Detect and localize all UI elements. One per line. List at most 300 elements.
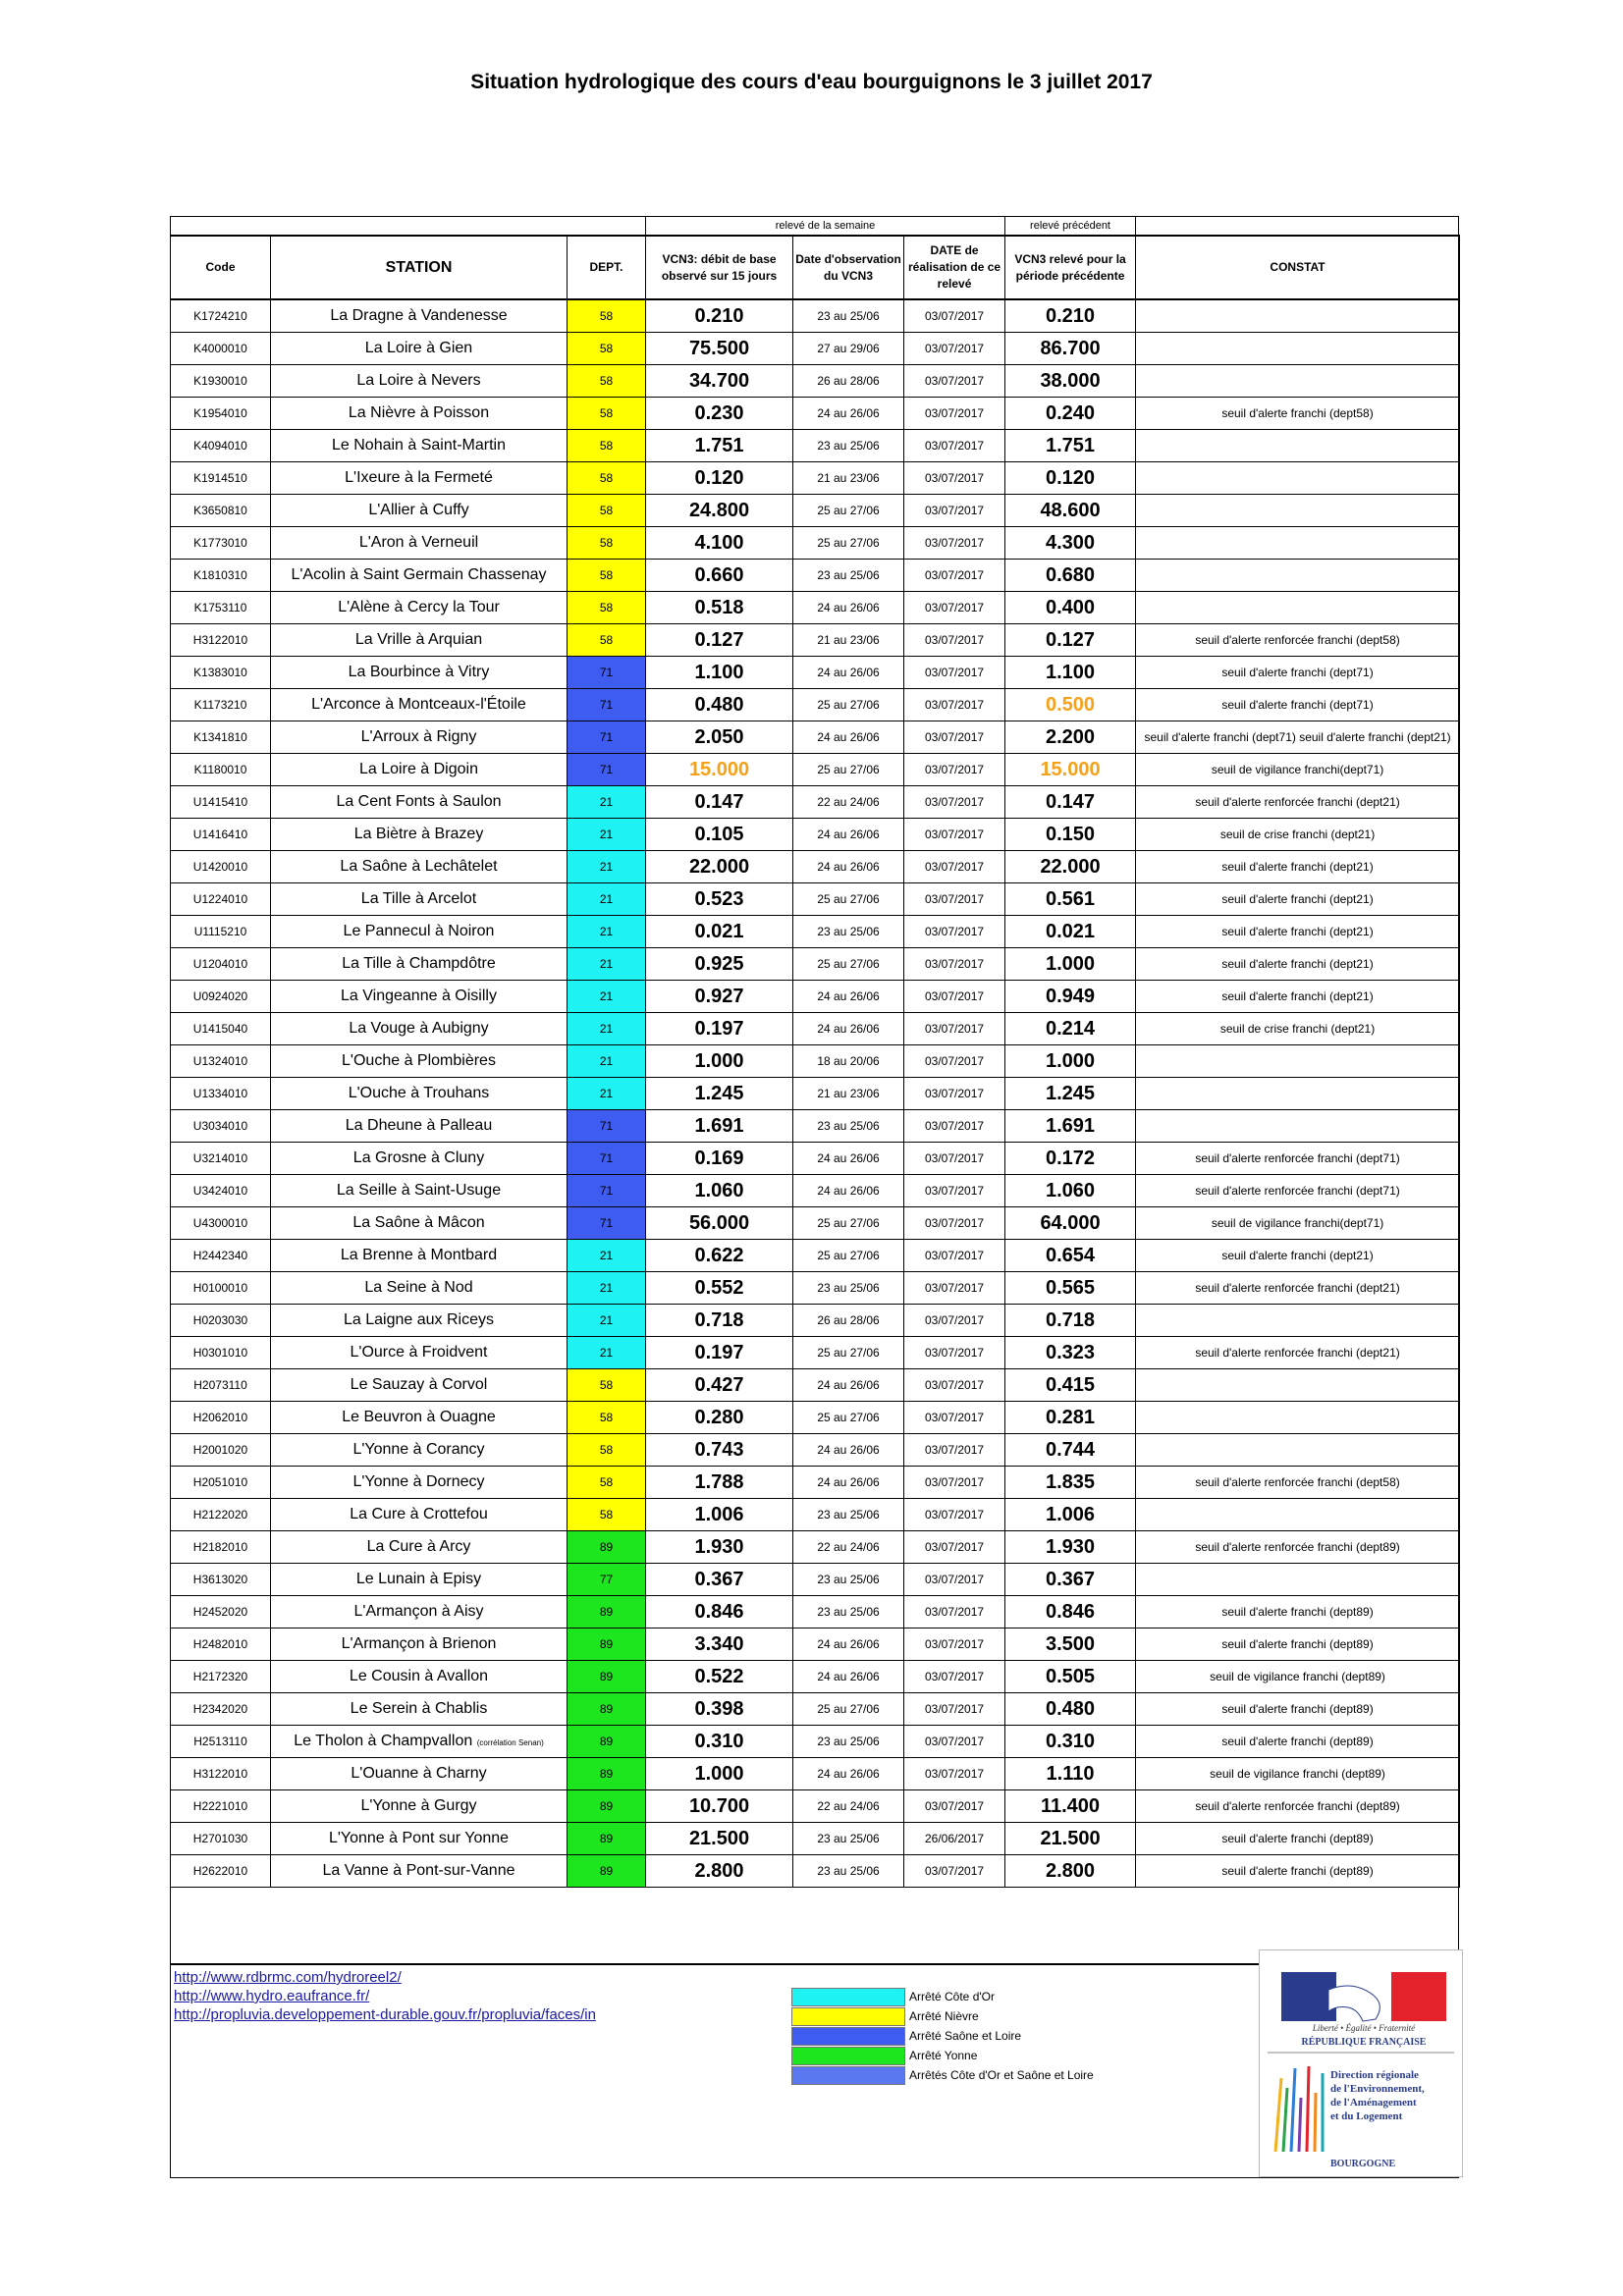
link-hydro-eaufrance[interactable]: http://www.hydro.eaufrance.fr/ — [174, 1988, 370, 2004]
vcn3-value: 15.000 — [646, 754, 793, 786]
station-code: K4094010 — [171, 430, 271, 462]
station-name: Le Sauzay à Corvol — [271, 1369, 568, 1402]
vcn3-value: 0.398 — [646, 1693, 793, 1726]
dept-cell: 71 — [568, 689, 646, 721]
svg-text:et du Logement: et du Logement — [1330, 2110, 1403, 2122]
table-row — [171, 1564, 1460, 1596]
report-date: 03/07/2017 — [904, 527, 1005, 560]
link-propluvia[interactable]: http://propluvia.developpement-durable.gouv.fr/propluvia/faces/in — [174, 2006, 596, 2023]
obs-date: 27 au 29/06 — [793, 333, 904, 365]
station-name: La Tille à Champdôtre — [271, 948, 568, 981]
dept-cell: 89 — [568, 1855, 646, 1888]
station-code: U1204010 — [171, 948, 271, 981]
group-prev-header: relevé précédent — [1005, 217, 1136, 237]
constat-text — [1136, 1078, 1460, 1110]
dept-cell: 21 — [568, 1337, 646, 1369]
vcn3-prev-value: 1.245 — [1005, 1078, 1136, 1110]
report-date: 03/07/2017 — [904, 657, 1005, 689]
vcn3-value: 0.230 — [646, 398, 793, 430]
station-code: U1420010 — [171, 851, 271, 883]
dept-cell: 58 — [568, 495, 646, 527]
table-row — [171, 1013, 1460, 1045]
constat-text — [1136, 299, 1460, 333]
constat-text: seuil d'alerte franchi (dept71) — [1136, 689, 1460, 721]
vcn3-value: 2.800 — [646, 1855, 793, 1888]
vcn3-prev-value: 0.367 — [1005, 1564, 1136, 1596]
station-name: La Tille à Arcelot — [271, 883, 568, 916]
vcn3-value: 0.518 — [646, 592, 793, 624]
vcn3-value: 1.060 — [646, 1175, 793, 1207]
report-date: 03/07/2017 — [904, 592, 1005, 624]
obs-date: 24 au 26/06 — [793, 1629, 904, 1661]
dept-cell: 21 — [568, 948, 646, 981]
table-header-row — [171, 236, 1460, 299]
obs-date: 21 au 23/06 — [793, 462, 904, 495]
obs-date: 24 au 26/06 — [793, 981, 904, 1013]
dept-cell: 21 — [568, 1305, 646, 1337]
station-code: H2482010 — [171, 1629, 271, 1661]
dept-cell: 58 — [568, 527, 646, 560]
station-name: La Seine à Nod — [271, 1272, 568, 1305]
vcn3-value: 0.127 — [646, 624, 793, 657]
report-date: 03/07/2017 — [904, 1207, 1005, 1240]
table-row — [171, 883, 1460, 916]
dept-cell: 89 — [568, 1726, 646, 1758]
station-code: K3650810 — [171, 495, 271, 527]
vcn3-value: 0.927 — [646, 981, 793, 1013]
constat-text: seuil d'alerte franchi (dept71) seuil d'alerte franchi (dept21) — [1136, 721, 1460, 754]
col-date-real: DATE de réalisation de ce relevé — [904, 236, 1005, 299]
dept-cell: 89 — [568, 1531, 646, 1564]
report-date: 03/07/2017 — [904, 883, 1005, 916]
dept-cell: 58 — [568, 430, 646, 462]
report-date: 03/07/2017 — [904, 981, 1005, 1013]
vcn3-value: 0.147 — [646, 786, 793, 819]
dept-cell: 89 — [568, 1693, 646, 1726]
dept-cell: 71 — [568, 1175, 646, 1207]
station-code: U1415410 — [171, 786, 271, 819]
report-date: 03/07/2017 — [904, 398, 1005, 430]
table-row — [171, 786, 1460, 819]
vcn3-value: 1.245 — [646, 1078, 793, 1110]
station-code: U4300010 — [171, 1207, 271, 1240]
station-code: K1383010 — [171, 657, 271, 689]
station-code: U1324010 — [171, 1045, 271, 1078]
dept-cell: 71 — [568, 754, 646, 786]
report-date: 03/07/2017 — [904, 1596, 1005, 1629]
vcn3-prev-value: 0.949 — [1005, 981, 1136, 1013]
svg-text:Direction régionale: Direction régionale — [1330, 2069, 1419, 2081]
dept-cell: 21 — [568, 1240, 646, 1272]
constat-text: seuil d'alerte renforcée franchi (dept21) — [1136, 786, 1460, 819]
station-name: L'Ouche à Trouhans — [271, 1078, 568, 1110]
station-code: H2452020 — [171, 1596, 271, 1629]
vcn3-value: 1.751 — [646, 430, 793, 462]
table-row — [171, 1693, 1460, 1726]
vcn3-value: 56.000 — [646, 1207, 793, 1240]
vcn3-value: 0.310 — [646, 1726, 793, 1758]
table-row — [171, 1629, 1460, 1661]
report-date: 03/07/2017 — [904, 1045, 1005, 1078]
table-row — [171, 916, 1460, 948]
station-name-text: Le Tholon à Champvallon — [294, 1733, 473, 1749]
report-date: 03/07/2017 — [904, 689, 1005, 721]
station-name: L'Yonne à Gurgy — [271, 1790, 568, 1823]
station-name: La Loire à Nevers — [271, 365, 568, 398]
obs-date: 24 au 26/06 — [793, 657, 904, 689]
dept-cell: 89 — [568, 1790, 646, 1823]
obs-date: 21 au 23/06 — [793, 1078, 904, 1110]
station-name: La Cent Fonts à Saulon — [271, 786, 568, 819]
vcn3-value: 0.522 — [646, 1661, 793, 1693]
station-name: La Cure à Crottefou — [271, 1499, 568, 1531]
obs-date: 23 au 25/06 — [793, 1499, 904, 1531]
report-date: 03/07/2017 — [904, 1661, 1005, 1693]
table-row — [171, 754, 1460, 786]
constat-text — [1136, 1434, 1460, 1467]
constat-text: seuil d'alerte franchi (dept71) — [1136, 657, 1460, 689]
dept-cell: 21 — [568, 981, 646, 1013]
vcn3-prev-value: 1.000 — [1005, 948, 1136, 981]
vcn3-prev-value: 0.210 — [1005, 299, 1136, 333]
station-code: K4000010 — [171, 333, 271, 365]
obs-date: 23 au 25/06 — [793, 1726, 904, 1758]
constat-text — [1136, 333, 1460, 365]
station-name: L'Armançon à Brienon — [271, 1629, 568, 1661]
table-row — [171, 981, 1460, 1013]
vcn3-value: 4.100 — [646, 527, 793, 560]
station-name: La Vouge à Aubigny — [271, 1013, 568, 1045]
vcn3-value: 0.367 — [646, 1564, 793, 1596]
station-code: H2701030 — [171, 1823, 271, 1855]
vcn3-value: 21.500 — [646, 1823, 793, 1855]
obs-date: 25 au 27/06 — [793, 1207, 904, 1240]
svg-text:RÉPUBLIQUE FRANÇAISE: RÉPUBLIQUE FRANÇAISE — [1301, 2037, 1427, 2048]
legend-item — [791, 1987, 1094, 2006]
station-name: Le Cousin à Avallon — [271, 1661, 568, 1693]
table-row — [171, 1726, 1460, 1758]
report-date: 03/07/2017 — [904, 1467, 1005, 1499]
vcn3-prev-value: 11.400 — [1005, 1790, 1136, 1823]
dept-cell: 71 — [568, 721, 646, 754]
constat-text: seuil d'alerte franchi (dept89) — [1136, 1693, 1460, 1726]
vcn3-prev-value: 21.500 — [1005, 1823, 1136, 1855]
obs-date: 25 au 27/06 — [793, 754, 904, 786]
constat-text: seuil d'alerte franchi (dept89) — [1136, 1823, 1460, 1855]
legend-item — [791, 2006, 1094, 2026]
obs-date: 24 au 26/06 — [793, 1661, 904, 1693]
station-name: La Nièvre à Poisson — [271, 398, 568, 430]
station-code: H2001020 — [171, 1434, 271, 1467]
constat-text: seuil de crise franchi (dept21) — [1136, 1013, 1460, 1045]
station-code: K1810310 — [171, 560, 271, 592]
table-row — [171, 1337, 1460, 1369]
report-date: 03/07/2017 — [904, 462, 1005, 495]
vcn3-prev-value: 2.200 — [1005, 721, 1136, 754]
vcn3-prev-value: 1.835 — [1005, 1467, 1136, 1499]
legend-label: Arrêtés Côte d'Or et Saône et Loire — [909, 2068, 1094, 2082]
table-row — [171, 1305, 1460, 1337]
vcn3-value: 1.930 — [646, 1531, 793, 1564]
station-name: L'Aron à Verneuil — [271, 527, 568, 560]
station-name: La Seille à Saint-Usuge — [271, 1175, 568, 1207]
svg-text:Liberté • Égalité • Fraternité: Liberté • Égalité • Fraternité — [1312, 2023, 1416, 2033]
report-date: 03/07/2017 — [904, 1499, 1005, 1531]
report-date: 03/07/2017 — [904, 754, 1005, 786]
constat-text: seuil de vigilance franchi(dept71) — [1136, 1207, 1460, 1240]
report-date: 03/07/2017 — [904, 430, 1005, 462]
constat-text: seuil d'alerte renforcée franchi (dept21) — [1136, 1337, 1460, 1369]
table-row — [171, 1467, 1460, 1499]
vcn3-prev-value: 64.000 — [1005, 1207, 1136, 1240]
report-date: 03/07/2017 — [904, 1564, 1005, 1596]
station-name: Le Lunain à Episy — [271, 1564, 568, 1596]
report-date: 03/07/2017 — [904, 624, 1005, 657]
table-row — [171, 1272, 1460, 1305]
station-name: La Loire à Gien — [271, 333, 568, 365]
constat-text: seuil de vigilance franchi(dept71) — [1136, 754, 1460, 786]
vcn3-value: 0.552 — [646, 1272, 793, 1305]
links-list — [174, 1968, 596, 2024]
constat-text — [1136, 495, 1460, 527]
obs-date: 24 au 26/06 — [793, 1758, 904, 1790]
constat-text: seuil de vigilance franchi (dept89) — [1136, 1758, 1460, 1790]
dept-cell: 58 — [568, 1402, 646, 1434]
vcn3-prev-value: 0.561 — [1005, 883, 1136, 916]
table-row — [171, 657, 1460, 689]
dept-cell: 21 — [568, 786, 646, 819]
vcn3-value: 1.000 — [646, 1045, 793, 1078]
dept-cell: 58 — [568, 462, 646, 495]
station-code: H3122010 — [171, 624, 271, 657]
constat-text — [1136, 592, 1460, 624]
link-rdbrmc[interactable]: http://www.rdbrmc.com/hydroreel2/ — [174, 1969, 402, 1986]
vcn3-prev-value: 15.000 — [1005, 754, 1136, 786]
table-row — [171, 560, 1460, 592]
table-row — [171, 1402, 1460, 1434]
constat-text — [1136, 1305, 1460, 1337]
dept-cell: 58 — [568, 398, 646, 430]
constat-text: seuil d'alerte renforcée franchi (dept58) — [1136, 624, 1460, 657]
station-name: L'Alène à Cercy la Tour — [271, 592, 568, 624]
vcn3-value: 0.925 — [646, 948, 793, 981]
station-code: H2062010 — [171, 1402, 271, 1434]
dept-cell: 89 — [568, 1661, 646, 1693]
svg-text:de l'Aménagement: de l'Aménagement — [1330, 2097, 1417, 2109]
obs-date: 25 au 27/06 — [793, 495, 904, 527]
station-code: K1773010 — [171, 527, 271, 560]
obs-date: 23 au 25/06 — [793, 1272, 904, 1305]
dept-cell: 21 — [568, 1078, 646, 1110]
station-name: La Vrille à Arquian — [271, 624, 568, 657]
station-code: H3122010 — [171, 1758, 271, 1790]
report-date: 03/07/2017 — [904, 560, 1005, 592]
legend-item — [791, 2065, 1094, 2085]
table-row — [171, 527, 1460, 560]
constat-text: seuil d'alerte renforcée franchi (dept58) — [1136, 1467, 1460, 1499]
vcn3-value: 34.700 — [646, 365, 793, 398]
station-code: U1334010 — [171, 1078, 271, 1110]
station-code: H0301010 — [171, 1337, 271, 1369]
constat-text — [1136, 1499, 1460, 1531]
table-row — [171, 1434, 1460, 1467]
vcn3-prev-value: 0.310 — [1005, 1726, 1136, 1758]
constat-text — [1136, 430, 1460, 462]
vcn3-value: 0.197 — [646, 1337, 793, 1369]
obs-date: 18 au 20/06 — [793, 1045, 904, 1078]
vcn3-prev-value: 0.846 — [1005, 1596, 1136, 1629]
station-code: H2442340 — [171, 1240, 271, 1272]
dept-cell: 58 — [568, 333, 646, 365]
station-code: K1724210 — [171, 299, 271, 333]
station-code: H2342020 — [171, 1693, 271, 1726]
obs-date: 25 au 27/06 — [793, 527, 904, 560]
legend-item — [791, 2026, 1094, 2046]
station-name: La Dheune à Palleau — [271, 1110, 568, 1143]
obs-date: 25 au 27/06 — [793, 883, 904, 916]
station-name: La Saône à Lechâtelet — [271, 851, 568, 883]
constat-text — [1136, 1564, 1460, 1596]
obs-date: 24 au 26/06 — [793, 1013, 904, 1045]
constat-text: seuil de vigilance franchi (dept89) — [1136, 1661, 1460, 1693]
report-date: 03/07/2017 — [904, 1013, 1005, 1045]
vcn3-prev-value: 4.300 — [1005, 527, 1136, 560]
constat-text: seuil d'alerte renforcée franchi (dept89) — [1136, 1790, 1460, 1823]
table-row — [171, 1499, 1460, 1531]
station-name: L'Allier à Cuffy — [271, 495, 568, 527]
report-date: 03/07/2017 — [904, 299, 1005, 333]
station-name: L'Armançon à Aisy — [271, 1596, 568, 1629]
table-row — [171, 333, 1460, 365]
constat-text: seuil d'alerte franchi (dept89) — [1136, 1726, 1460, 1758]
vcn3-prev-value: 0.565 — [1005, 1272, 1136, 1305]
dept-cell: 58 — [568, 1467, 646, 1499]
vcn3-value: 0.021 — [646, 916, 793, 948]
report-date: 03/07/2017 — [904, 1434, 1005, 1467]
dept-cell: 58 — [568, 624, 646, 657]
report-date: 03/07/2017 — [904, 1143, 1005, 1175]
vcn3-prev-value: 1.751 — [1005, 430, 1136, 462]
report-date: 03/07/2017 — [904, 1758, 1005, 1790]
station-code: K1180010 — [171, 754, 271, 786]
obs-date: 24 au 26/06 — [793, 1175, 904, 1207]
report-date: 03/07/2017 — [904, 495, 1005, 527]
station-name: La Brenne à Montbard — [271, 1240, 568, 1272]
obs-date: 23 au 25/06 — [793, 1110, 904, 1143]
station-name: La Cure à Arcy — [271, 1531, 568, 1564]
table-row — [171, 819, 1460, 851]
obs-date: 24 au 26/06 — [793, 592, 904, 624]
report-date: 03/07/2017 — [904, 1369, 1005, 1402]
vcn3-prev-value: 1.000 — [1005, 1045, 1136, 1078]
dept-cell: 58 — [568, 299, 646, 333]
obs-date: 23 au 25/06 — [793, 1855, 904, 1888]
report-date: 03/07/2017 — [904, 1337, 1005, 1369]
report-date: 03/07/2017 — [904, 1175, 1005, 1207]
legend-swatch — [791, 2047, 905, 2065]
station-code: H2122020 — [171, 1499, 271, 1531]
station-name: La Saône à Mâcon — [271, 1207, 568, 1240]
station-name: L'Ixeure à la Fermeté — [271, 462, 568, 495]
dept-cell: 71 — [568, 1110, 646, 1143]
dept-cell: 58 — [568, 365, 646, 398]
svg-text:BOURGOGNE: BOURGOGNE — [1330, 2159, 1396, 2169]
dept-cell: 89 — [568, 1629, 646, 1661]
vcn3-prev-value: 1.930 — [1005, 1531, 1136, 1564]
legend-label: Arrêté Côte d'Or — [909, 1990, 995, 2003]
vcn3-value: 0.210 — [646, 299, 793, 333]
station-name: L'Yonne à Pont sur Yonne — [271, 1823, 568, 1855]
table-row — [171, 1110, 1460, 1143]
station-name: L'Ource à Froidvent — [271, 1337, 568, 1369]
page-title: Situation hydrologique des cours d'eau bourguignons le 3 juillet 2017 — [470, 71, 1153, 93]
station-code: U3424010 — [171, 1175, 271, 1207]
station-name: L'Arroux à Rigny — [271, 721, 568, 754]
obs-date: 23 au 25/06 — [793, 299, 904, 333]
constat-text: seuil d'alerte franchi (dept21) — [1136, 948, 1460, 981]
dept-cell: 89 — [568, 1758, 646, 1790]
vcn3-prev-value: 0.654 — [1005, 1240, 1136, 1272]
constat-text: seuil d'alerte franchi (dept89) — [1136, 1629, 1460, 1661]
dept-cell: 21 — [568, 1045, 646, 1078]
vcn3-prev-value: 0.281 — [1005, 1402, 1136, 1434]
obs-date: 24 au 26/06 — [793, 1143, 904, 1175]
constat-text: seuil d'alerte renforcée franchi (dept21) — [1136, 1272, 1460, 1305]
table-row — [171, 1790, 1460, 1823]
station-code: U1115210 — [171, 916, 271, 948]
table-row — [171, 1207, 1460, 1240]
report-date: 03/07/2017 — [904, 948, 1005, 981]
station-code: U1416410 — [171, 819, 271, 851]
station-name: La Vanne à Pont-sur-Vanne — [271, 1855, 568, 1888]
obs-date: 24 au 26/06 — [793, 851, 904, 883]
vcn3-prev-value: 22.000 — [1005, 851, 1136, 883]
report-date: 03/07/2017 — [904, 721, 1005, 754]
table-row — [171, 1661, 1460, 1693]
hydrology-table — [170, 216, 1460, 1888]
dreal-logo — [1259, 1949, 1463, 2177]
report-date: 03/07/2017 — [904, 1240, 1005, 1272]
table-row — [171, 1240, 1460, 1272]
vcn3-value: 24.800 — [646, 495, 793, 527]
vcn3-value: 0.622 — [646, 1240, 793, 1272]
obs-date: 25 au 27/06 — [793, 689, 904, 721]
dept-cell: 71 — [568, 1143, 646, 1175]
constat-text — [1136, 1369, 1460, 1402]
vcn3-value: 1.000 — [646, 1758, 793, 1790]
table-row — [171, 1823, 1460, 1855]
vcn3-value: 2.050 — [646, 721, 793, 754]
dept-cell: 21 — [568, 916, 646, 948]
table-row — [171, 1143, 1460, 1175]
report-date: 03/07/2017 — [904, 1402, 1005, 1434]
report-date: 03/07/2017 — [904, 1855, 1005, 1888]
vcn3-prev-value: 48.600 — [1005, 495, 1136, 527]
table-row — [171, 1596, 1460, 1629]
vcn3-value: 1.691 — [646, 1110, 793, 1143]
vcn3-prev-value: 1.006 — [1005, 1499, 1136, 1531]
vcn3-value: 0.120 — [646, 462, 793, 495]
vcn3-value: 0.197 — [646, 1013, 793, 1045]
obs-date: 23 au 25/06 — [793, 916, 904, 948]
dept-cell: 58 — [568, 1369, 646, 1402]
table-row — [171, 1078, 1460, 1110]
vcn3-value: 1.788 — [646, 1467, 793, 1499]
vcn3-value: 1.006 — [646, 1499, 793, 1531]
station-code: K1753110 — [171, 592, 271, 624]
station-code: H2622010 — [171, 1855, 271, 1888]
obs-date: 25 au 27/06 — [793, 1240, 904, 1272]
